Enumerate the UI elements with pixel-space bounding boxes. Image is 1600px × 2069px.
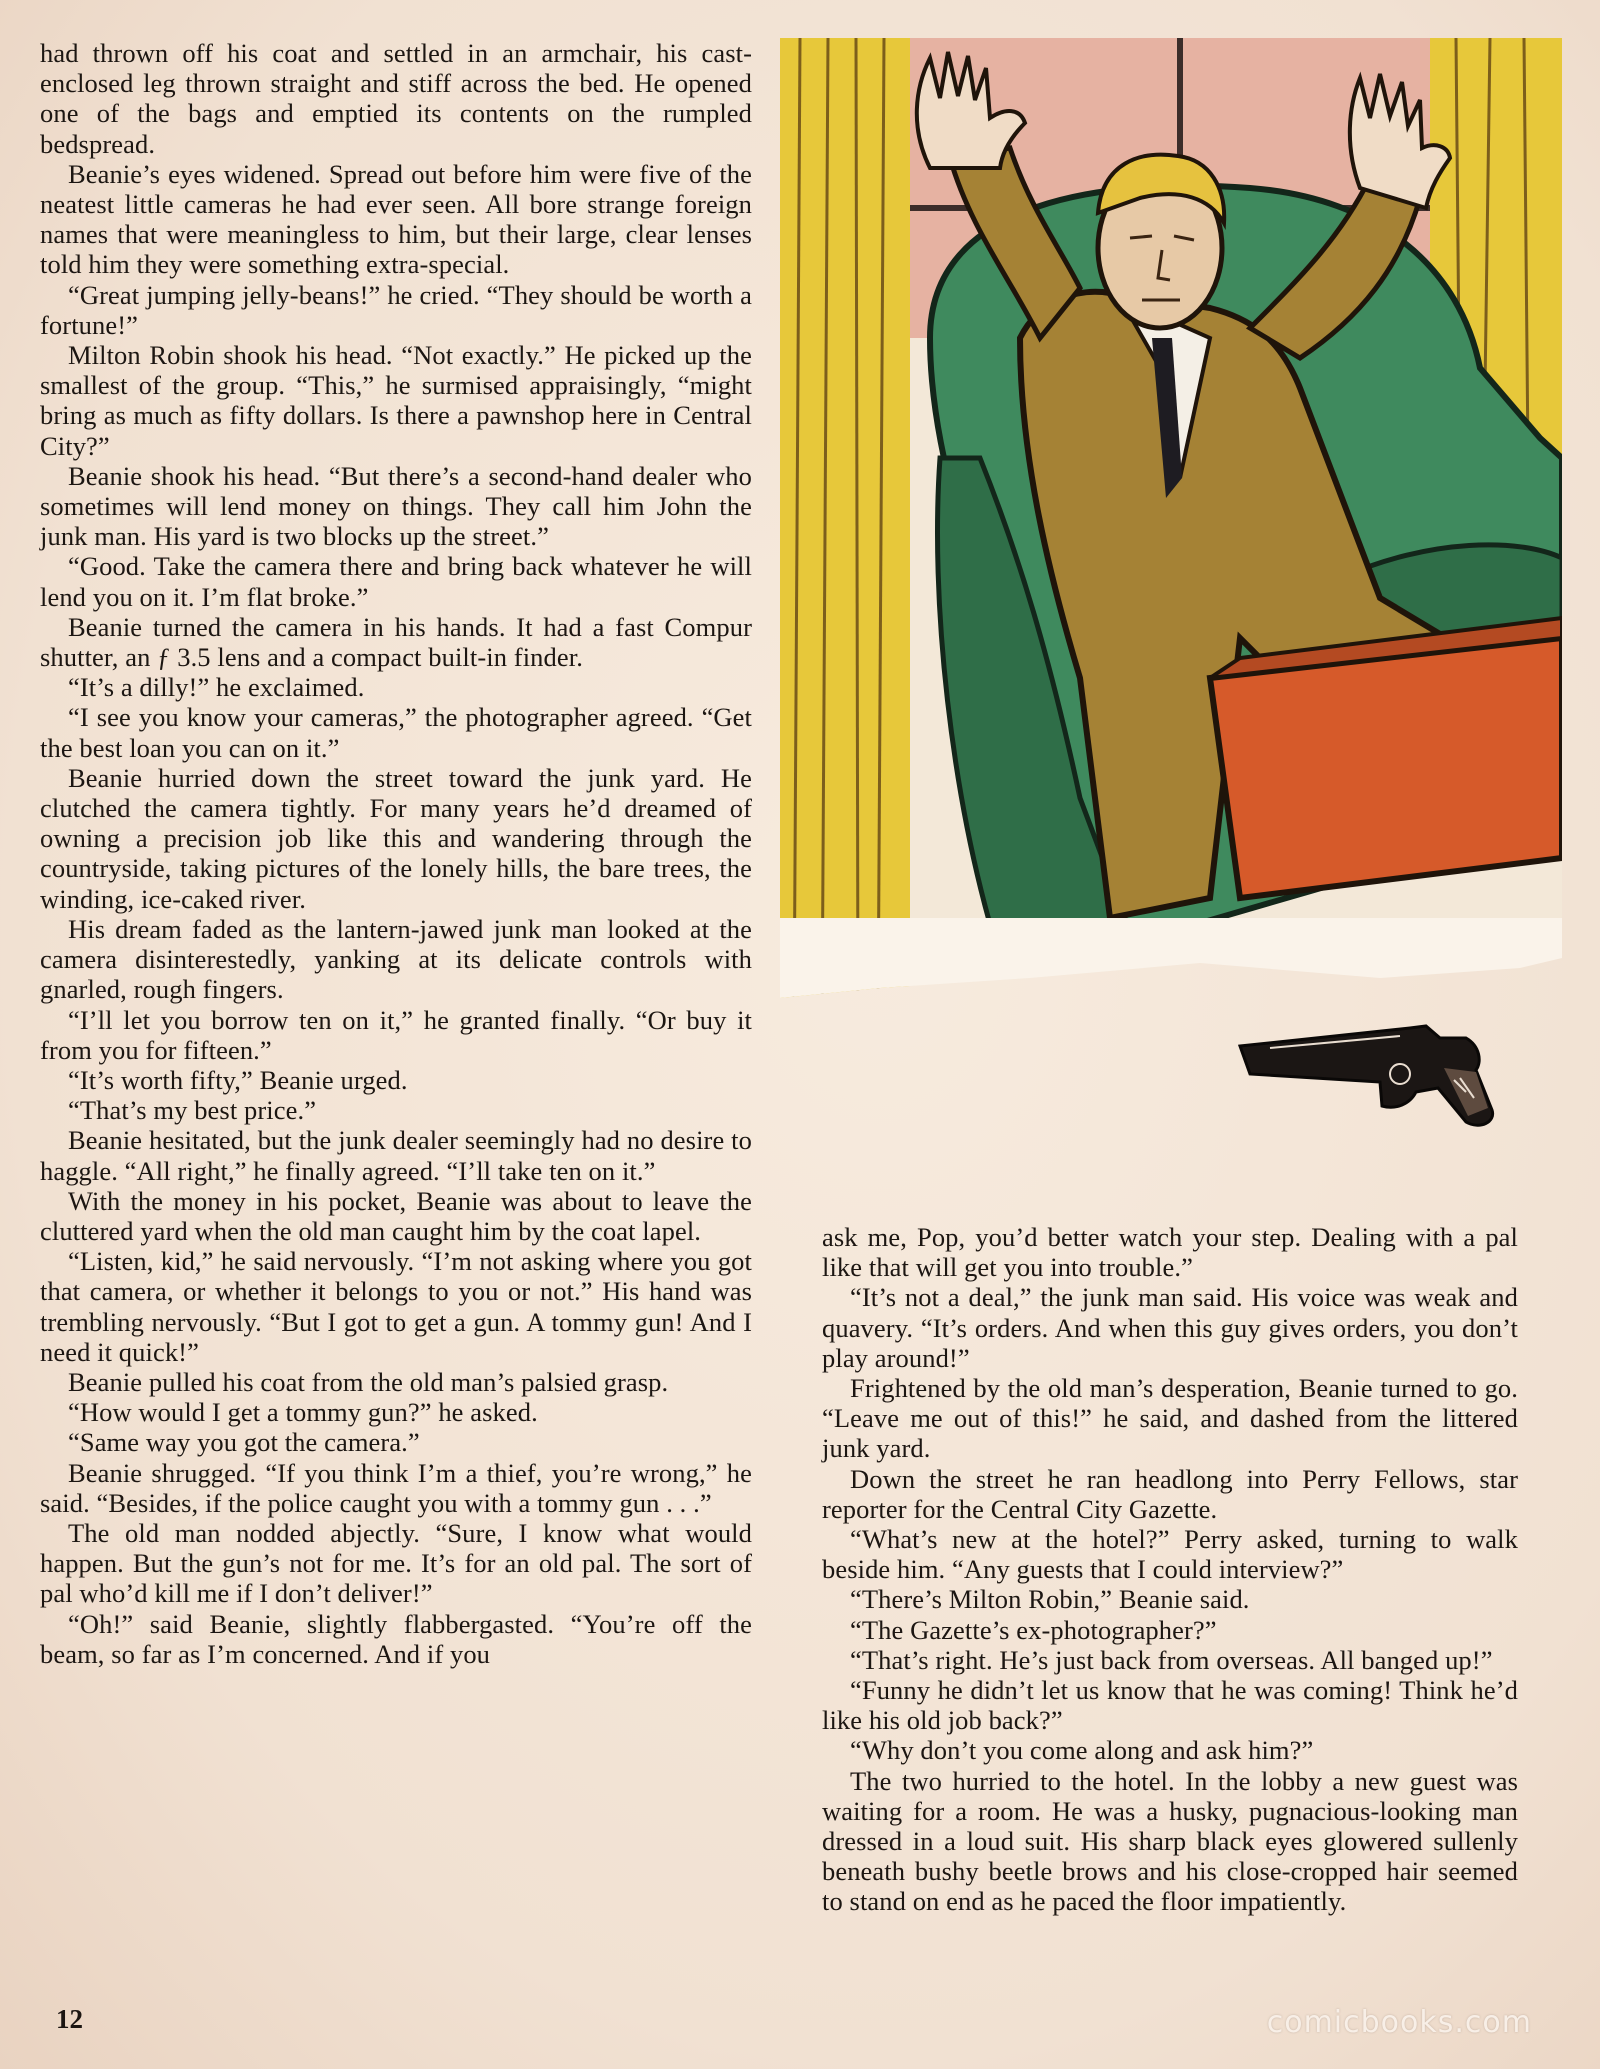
- left-text-column: [40, 38, 752, 1669]
- revolver-icon: [1230, 1018, 1520, 1138]
- paragraph: “It’s worth fifty,” Beanie urged.: [68, 1064, 408, 1095]
- paragraph: Frightened by the old man’s desperation, Beanie turned to go. “Leave me out of this!” he said, and dashed from the littered junk yard.: [822, 1373, 1518, 1464]
- right-text-column: [822, 1222, 1518, 1917]
- paragraph: “Listen, kid,” he said nervously. “I’m not asking where you got that camera, or whether it belongs to you or not.” His hand was trembling nervously. “But I got to get a gun. A tommy gun! And I need it quick!”: [40, 1246, 752, 1367]
- paragraph: “That’s right. He’s just back from overseas. All banged up!”: [850, 1644, 1493, 1675]
- paragraph: “Same way you got the camera.”: [68, 1427, 420, 1458]
- paragraph: “Oh!” said Beanie, slightly flabbergasted. “You’re off the beam, so far as I’m concerned. And if you: [40, 1608, 752, 1669]
- paragraph: “I’ll let you borrow ten on it,” he granted finally. “Or buy it from you for fifteen.”: [40, 1004, 752, 1065]
- paragraph: Beanie turned the camera in his hands. It had a fast Compur shutter, an ƒ 3.5 lens and a compact built-in finder.: [40, 611, 752, 673]
- paragraph: “That’s my best price.”: [68, 1095, 317, 1126]
- watermark: comicbooks.com: [1266, 2005, 1532, 2040]
- paragraph: “I see you know your cameras,” the photographer agreed. “Get the best loan you can on it.”: [40, 702, 752, 763]
- paragraph: “What’s new at the hotel?” Perry asked, turning to walk beside him. “Any guests that I could interview?”: [822, 1524, 1518, 1585]
- paragraph: Beanie pulled his coat from the old man’s palsied grasp.: [68, 1366, 669, 1397]
- paragraph: “There’s Milton Robin,” Beanie said.: [850, 1584, 1250, 1615]
- paragraph: “It’s not a deal,” the junk man said. His voice was weak and quavery. “It’s orders. And when this guy gives orders, you don’t play around!”: [822, 1282, 1518, 1373]
- paragraph: The old man nodded abjectly. “Sure, I know what would happen. But the gun’s not for me. It’s for an old pal. The sort of pal who’d kill me if I don’t deliver!”: [40, 1517, 752, 1609]
- paragraph: had thrown off his coat and settled in an armchair, his cast-enclosed leg thrown straight and stiff across the bed. He opened one of the bags and emptied its contents on the rumpled bedspread.: [40, 38, 752, 159]
- paragraph: Beanie’s eyes widened. Spread out before him were five of the neatest little cameras he had ever seen. All bore strange foreign names that were meaningless to him, but their large, clear lenses told him they were something extra-special.: [40, 158, 752, 280]
- armchair-illustration: [780, 38, 1562, 1028]
- paragraph: “It’s a dilly!” he exclaimed.: [68, 672, 365, 703]
- paragraph: Milton Robin shook his head. “Not exactly.” He picked up the smallest of the group. “This,” he surmised appraisingly, “might bring as much as fifty dollars. Is there a pawnshop here in Central City?”: [40, 340, 752, 461]
- paragraph: ask me, Pop, you’d better watch your step. Dealing with a pal like that will get you into trouble.”: [822, 1222, 1518, 1283]
- paragraph: Beanie shrugged. “If you think I’m a thief, you’re wrong,” he said. “Besides, if the police caught you with a tommy gun . . .”: [40, 1457, 752, 1518]
- paragraph: “Great jumping jelly-beans!” he cried. “They should be worth a fortune!”: [40, 279, 752, 340]
- paragraph: His dream faded as the lantern-jawed junk man looked at the camera disinterestedly, yanking at its delicate controls with gnarled, rough fingers.: [40, 913, 752, 1005]
- paragraph: Down the street he ran headlong into Perry Fellows, star reporter for the Central City Gazette.: [822, 1463, 1518, 1524]
- paragraph: Beanie shook his head. “But there’s a second-hand dealer who sometimes will lend money on things. They call him John the junk man. His yard is two blocks up the street.”: [40, 460, 752, 552]
- paragraph: Beanie hesitated, but the junk dealer seemingly had no desire to haggle. “All right,” he finally agreed. “I’ll take ten on it.”: [40, 1125, 752, 1186]
- paragraph: With the money in his pocket, Beanie was about to leave the cluttered yard when the old man caught him by the coat lapel.: [40, 1185, 752, 1246]
- paragraph: “Good. Take the camera there and bring back whatever he will lend you on it. I’m flat broke.”: [40, 551, 752, 612]
- paragraph: “Why don’t you come along and ask him?”: [850, 1735, 1314, 1766]
- page-number: 12: [56, 2004, 83, 2034]
- paragraph: “How would I get a tommy gun?” he asked.: [68, 1397, 538, 1428]
- paragraph: The two hurried to the hotel. In the lobby a new guest was waiting for a room. He was a husky, pugnacious-looking man dressed in a loud suit. His sharp black eyes glowered sullenly beneath bushy beetle brows and his close-cropped hair seemed to stand on end as he paced the floor impatiently.: [822, 1765, 1518, 1917]
- paragraph: Beanie hurried down the street toward the junk yard. He clutched the camera tightly. For many years he’d dreamed of owning a precision job like this and wandering through the countryside, taking pictures of the lonely hills, the bare trees, the winding, ice-caked river.: [40, 762, 752, 914]
- paragraph: “Funny he didn’t let us know that he was coming! Think he’d like his old job back?”: [822, 1675, 1518, 1736]
- paragraph: “The Gazette’s ex-photographer?”: [850, 1614, 1217, 1645]
